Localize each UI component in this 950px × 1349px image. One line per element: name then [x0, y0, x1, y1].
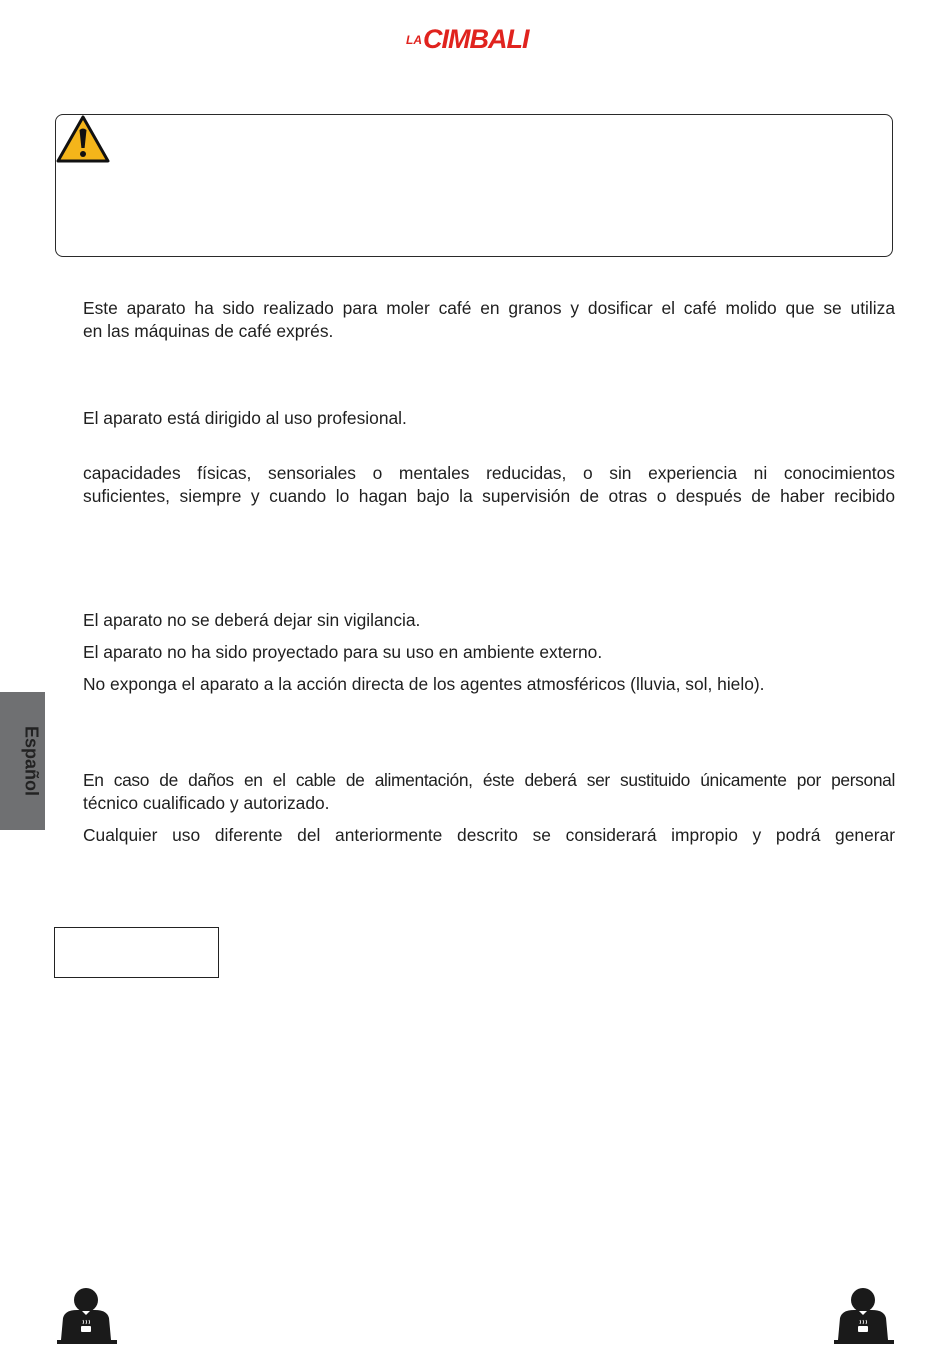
warning-triangle-icon — [56, 115, 110, 163]
paragraph-intended-use — [83, 297, 895, 343]
paragraph-line: capacidades físicas, sensoriales o mentales reducidas, o sin experiencia ni conocimientos — [83, 463, 895, 483]
paragraph-weather — [83, 673, 895, 696]
paragraph-power-cable — [83, 769, 895, 815]
paragraph-line: Cualquier uso diferente del anteriormente descrito se considerará impropio y podrá generar — [83, 825, 895, 845]
paragraph-professional-use — [83, 407, 895, 430]
barista-icon — [832, 1286, 896, 1344]
paragraph-supervision — [83, 609, 895, 632]
paragraph-line: No exponga el aparato a la acción directa de los agentes atmosféricos (lluvia, sol, hielo). — [83, 674, 765, 694]
logo-main: CIMBALI — [423, 24, 529, 54]
paragraph-capabilities — [83, 462, 895, 508]
language-label: Español — [21, 725, 42, 797]
barista-icon — [55, 1286, 119, 1344]
logo-prefix: LA — [406, 33, 422, 47]
paragraph-outdoor — [83, 641, 895, 664]
lacimbali-logo — [405, 22, 545, 54]
warning-box — [55, 114, 893, 257]
paragraph-line: El aparato no se deberá dejar sin vigilancia. — [83, 610, 421, 630]
paragraph-line: En caso de daños en el cable de alimentación, éste deberá ser sustituido únicamente por personal — [83, 770, 895, 790]
paragraph-line: suficientes, siempre y cuando lo hagan bajo la supervisión de otras o después de haber recibido — [83, 486, 895, 506]
paragraph-line: El aparato no ha sido proyectado para su uso en ambiente externo. — [83, 642, 603, 662]
paragraph-line: Este aparato ha sido realizado para moler café en granos y dosificar el café molido que se utiliza — [83, 298, 895, 318]
paragraph-line: técnico cualificado y autorizado. — [83, 793, 330, 813]
paragraph-line: El aparato está dirigido al uso profesional. — [83, 408, 407, 428]
paragraph-line: en las máquinas de café exprés. — [83, 321, 334, 341]
paragraph-improper-use — [83, 824, 895, 847]
empty-label-box — [54, 927, 219, 978]
